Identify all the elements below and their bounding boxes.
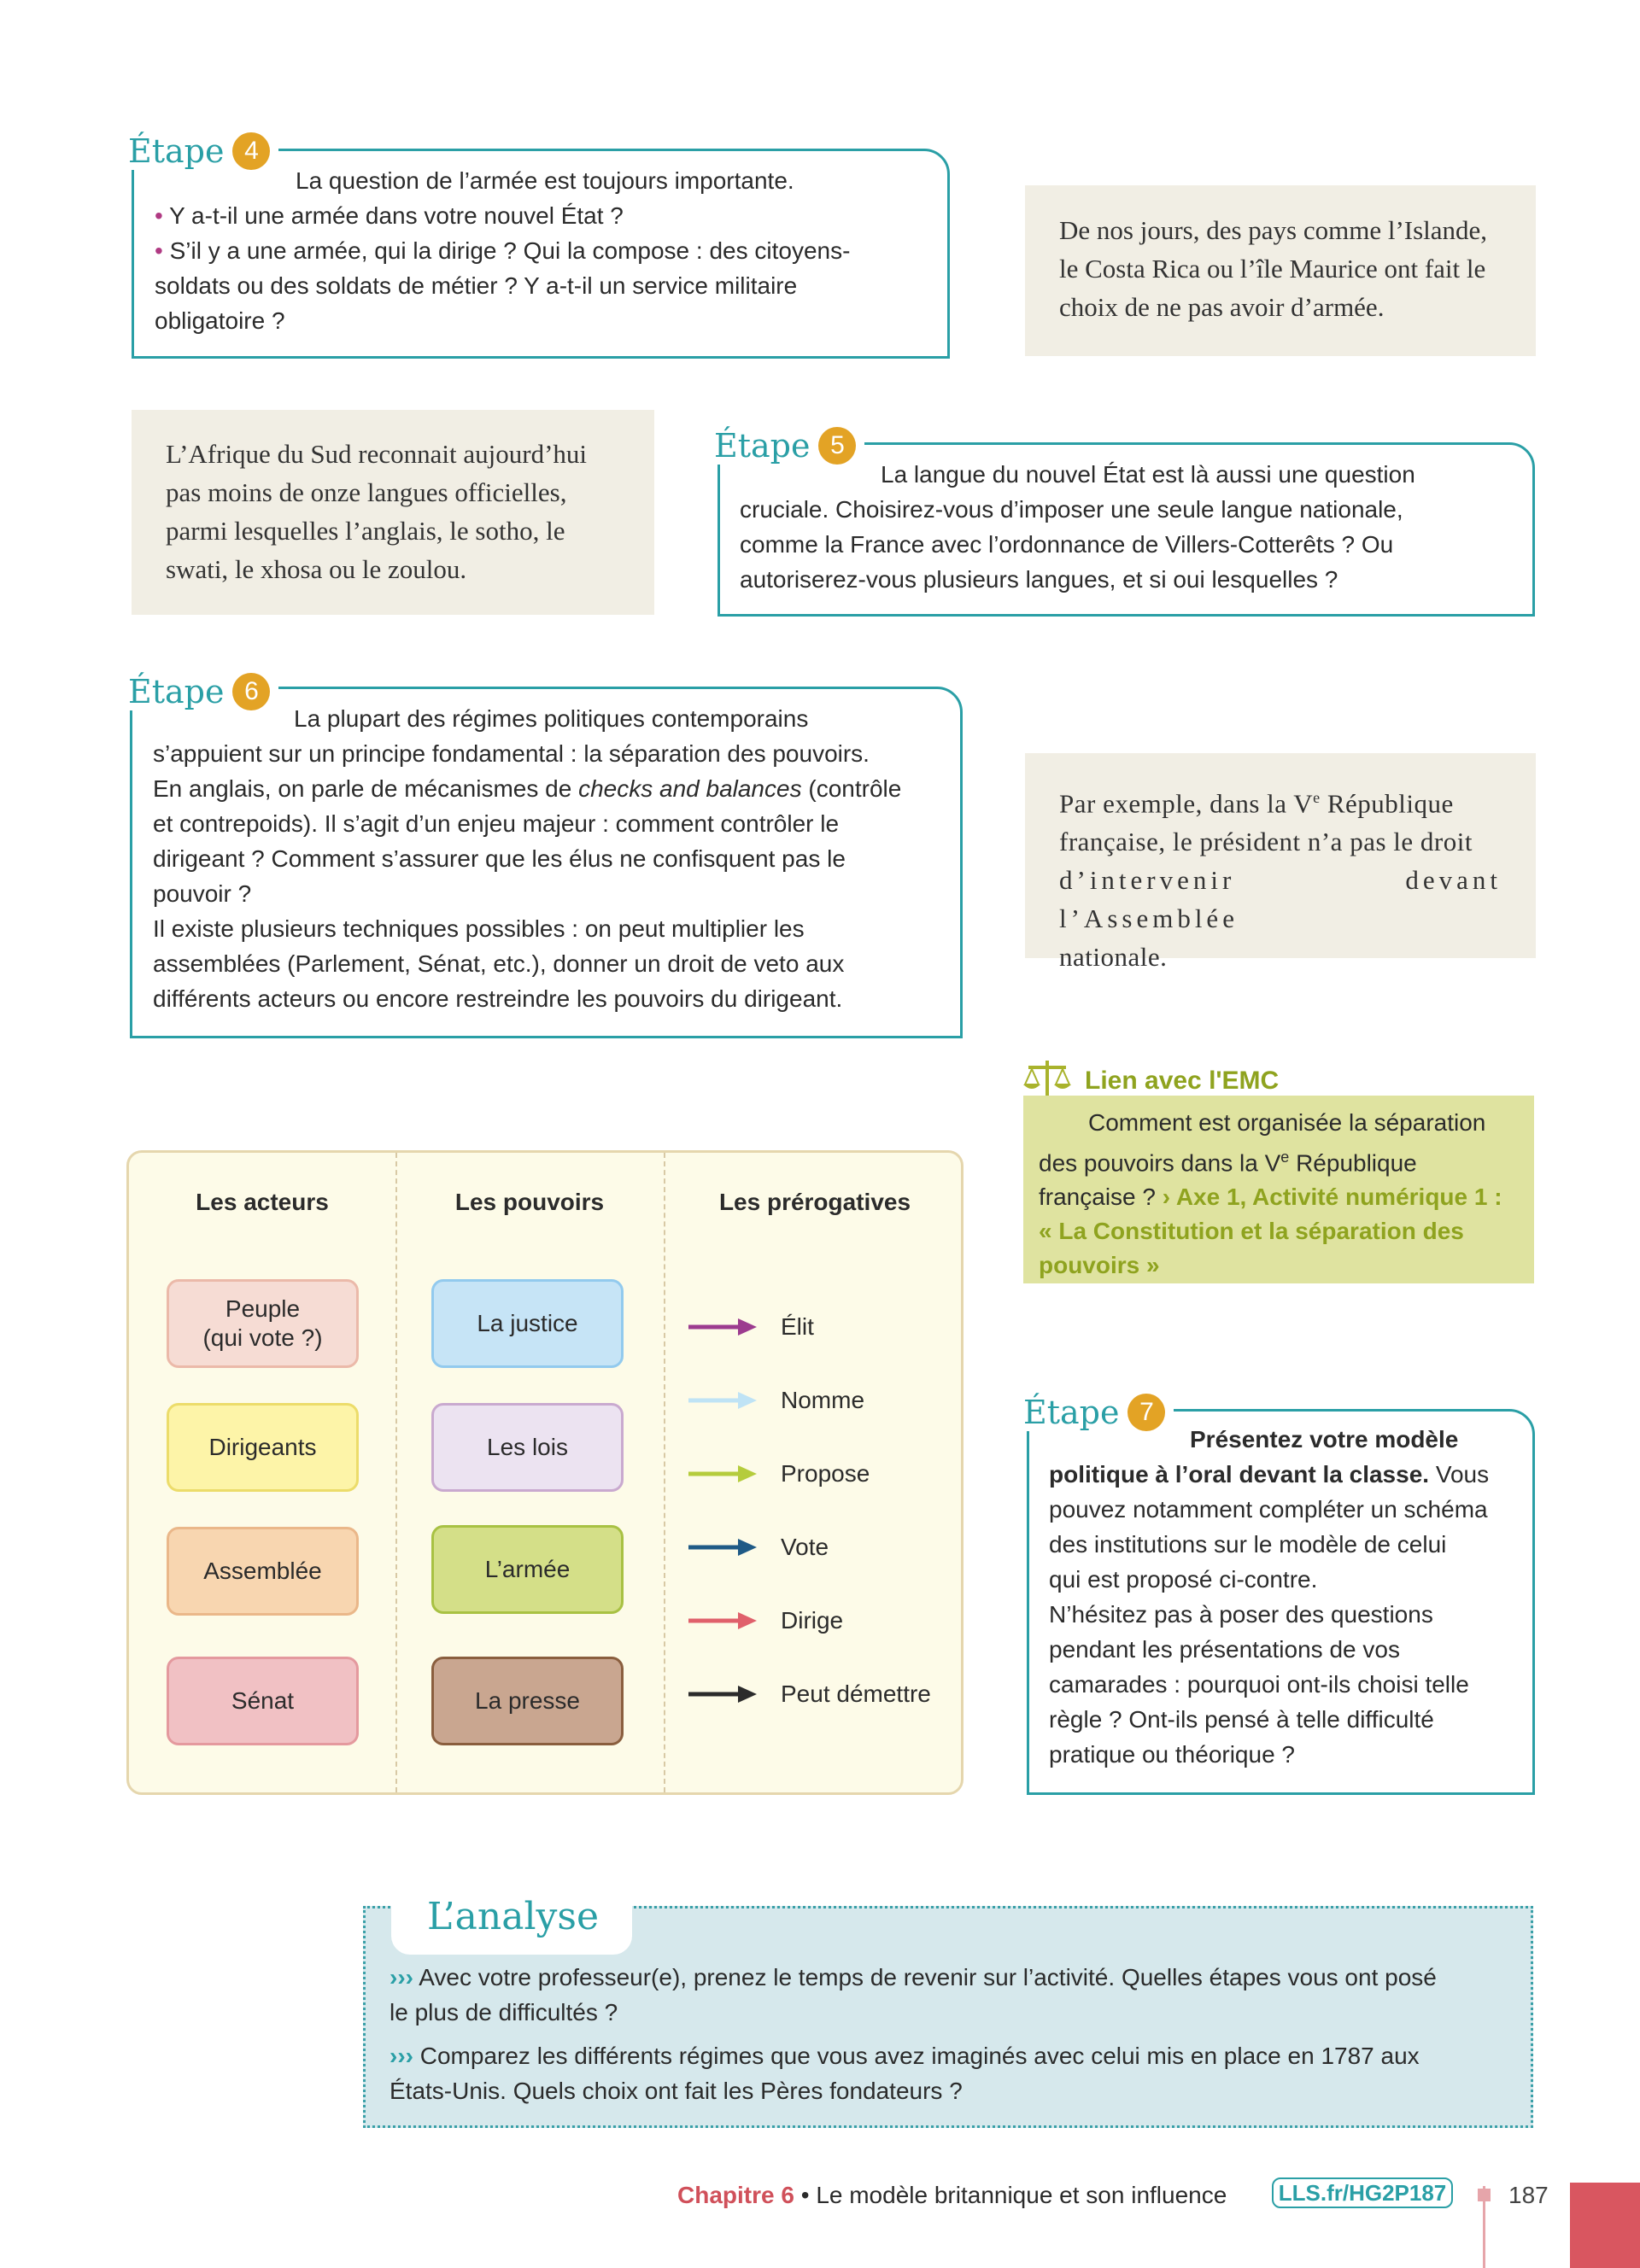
- etape7-line: règle ? Ont-ils pensé à telle difficulté: [1049, 1706, 1434, 1733]
- footer-link[interactable]: LLS.fr/HG2P187: [1272, 2177, 1453, 2208]
- page-tab: [1570, 2183, 1640, 2268]
- prerogative-label: Élit: [781, 1313, 814, 1340]
- emc-activity-link[interactable]: pouvoirs »: [1039, 1252, 1160, 1279]
- etape4-bullet: • S’il y a une armée, qui la dirige ? Qui la compose : des citoyens-: [155, 237, 851, 264]
- chevrons-icon: ›››: [390, 1964, 413, 1990]
- etape7-line: politique à l’oral devant la classe. Vous: [1049, 1461, 1490, 1488]
- etape7-line: camarades : pourquoi ont-ils choisi telle: [1049, 1671, 1469, 1698]
- column-divider: [395, 1153, 397, 1792]
- acteur-peuple[interactable]: Peuple (qui vote ?): [167, 1279, 359, 1368]
- note-line: swati, le xhosa ou le zoulou.: [166, 554, 467, 584]
- emc-title: Lien avec l'EMC: [1085, 1067, 1280, 1095]
- prerogative-label: Propose: [781, 1460, 870, 1487]
- etape7-line: qui est proposé ci-contre.: [1049, 1566, 1318, 1593]
- chevrons-icon: ›››: [390, 2043, 413, 2069]
- acteur-assemblee[interactable]: Assemblée: [167, 1527, 359, 1616]
- etape6-line: dirigeant ? Comment s’assurer que les élus ne confisquent pas le: [153, 845, 846, 872]
- etape6-line: La plupart des régimes politiques contemporains: [294, 705, 809, 732]
- etape6-line: différents acteurs ou encore restreindre les pouvoirs du dirigeant.: [153, 985, 843, 1012]
- etape-number-badge: 7: [1128, 1394, 1165, 1431]
- emc-line: Comment est organisée la séparation: [1088, 1109, 1486, 1136]
- etape6-line: assemblées (Parlement, Sénat, etc.), donner un droit de veto aux: [153, 950, 845, 977]
- note-republique: [1025, 753, 1536, 973]
- etape6-line: Il existe plusieurs techniques possibles : on peut multiplier les: [153, 915, 805, 942]
- analyse-line: États-Unis. Quels choix ont fait les Pères fondateurs ?: [390, 2078, 963, 2104]
- etape-label-text: Étape: [714, 427, 811, 465]
- column-divider: [664, 1153, 665, 1792]
- note-line: De nos jours, des pays comme l’Islande,: [1059, 215, 1488, 245]
- etape5-line: comme la France avec l’ordonnance de Villers-Cotterêts ? Ou: [740, 531, 1394, 558]
- etape6-line: pouvoir ?: [153, 880, 252, 907]
- analyse-question: ››› Avec votre professeur(e), prenez le temps de revenir sur l’activité. Quelles étapes vous ont posé: [390, 1964, 1437, 1990]
- etape4-line: La question de l’armée est toujours importante.: [296, 167, 794, 194]
- prerogative-propose: [688, 1460, 870, 1488]
- note-armee: [1025, 185, 1536, 356]
- etape7-line: N’hésitez pas à poser des questions: [1049, 1601, 1433, 1628]
- acteur-dirigeants[interactable]: Dirigeants: [167, 1403, 359, 1492]
- arrow-icon: [688, 1539, 757, 1556]
- note-line: pas moins de onze langues officielles,: [166, 477, 567, 507]
- institutions-diagram: [126, 1150, 964, 1795]
- etape6-line: et contrepoids). Il s’agit d’un enjeu majeur : comment contrôler le: [153, 810, 840, 837]
- etape-label-text: Étape: [128, 673, 225, 710]
- note-langues: [132, 410, 654, 615]
- analyse-line: le plus de difficultés ?: [390, 1999, 618, 2025]
- footer-chapter: [677, 2182, 1227, 2209]
- page-number: 187: [1508, 2182, 1549, 2208]
- prerogative-nomme: [688, 1387, 864, 1414]
- emc-line: des pouvoirs dans la Ve République: [1039, 1149, 1417, 1177]
- note-line: choix de ne pas avoir d’armée.: [1059, 292, 1385, 322]
- arrow-icon: [688, 1612, 757, 1629]
- emc-activity-link[interactable]: « La Constitution et la séparation des: [1039, 1218, 1464, 1245]
- analyse-questions: [390, 1960, 1517, 2108]
- prerogative-peut-demettre: [688, 1681, 931, 1708]
- etape4-line: soldats ou des soldats de métier ? Y a-t-il un service militaire: [155, 272, 798, 299]
- pouvoir-armee[interactable]: L’armée: [431, 1525, 624, 1614]
- pouvoir-presse[interactable]: La presse: [431, 1657, 624, 1745]
- prerogative-label: Dirige: [781, 1607, 844, 1634]
- analyse-question: ››› Comparez les différents régimes que vous avez imaginés avec celui mis en place en 1787 aux: [390, 2043, 1420, 2069]
- footer-marker-square: [1478, 2189, 1491, 2201]
- etape5-line: cruciale. Choisirez-vous d’imposer une seule langue nationale,: [740, 496, 1403, 523]
- chapter-title: Le modèle britannique et son influence: [816, 2182, 1227, 2208]
- footer-separator: •: [794, 2182, 817, 2208]
- note-line: parmi lesquelles l’anglais, le sotho, le: [166, 516, 565, 546]
- acteur-senat[interactable]: Sénat: [167, 1657, 359, 1745]
- etape-number-badge: 4: [232, 132, 270, 170]
- pouvoir-justice[interactable]: La justice: [431, 1279, 624, 1368]
- note-line: française, le président n’a pas le droit: [1059, 827, 1473, 857]
- etape7-line: Présentez votre modèle: [1190, 1426, 1459, 1453]
- etape4-line: obligatoire ?: [155, 307, 285, 334]
- emc-line: française ? › Axe 1, Activité numérique 1 :: [1039, 1184, 1502, 1211]
- etape6-line: s’appuient sur un principe fondamental : la séparation des pouvoirs.: [153, 740, 870, 767]
- prerogative-label: Vote: [781, 1534, 829, 1560]
- etape7-line: pratique ou théorique ?: [1049, 1741, 1295, 1768]
- col-title-acteurs: Les acteurs: [196, 1189, 329, 1215]
- etape7-line: des institutions sur le modèle de celui: [1049, 1531, 1447, 1558]
- etape7-line: pouvez notamment compléter un schéma: [1049, 1496, 1488, 1523]
- analyse-box: [363, 1895, 1533, 2128]
- prerogative-label: Nomme: [781, 1387, 865, 1413]
- etape4-text: [155, 163, 940, 338]
- etape5-line: La langue du nouvel État est là aussi une question: [881, 461, 1415, 488]
- etape7-line: pendant les présentations de vos: [1049, 1636, 1400, 1663]
- analyse-title: L’analyse: [427, 1895, 600, 1938]
- chapter-number: Chapitre 6: [677, 2182, 794, 2208]
- note-line: Par exemple, dans la Ve République: [1059, 788, 1454, 819]
- etape6-line: En anglais, on parle de mécanismes de checks and balances (contrôle: [153, 775, 902, 802]
- etape5-text: [740, 457, 1526, 597]
- arrow-icon: [688, 1318, 757, 1336]
- etape-number-badge: 6: [232, 673, 270, 710]
- etape-label-text: Étape: [1023, 1394, 1120, 1431]
- etape5-line: autoriserez-vous plusieurs langues, et si oui lesquelles ?: [740, 566, 1338, 593]
- col-title-pouvoirs: Les pouvoirs: [454, 1189, 605, 1215]
- etape4-bullet: • Y a-t-il une armée dans votre nouvel État ?: [155, 202, 624, 229]
- etape7-text: [1049, 1422, 1527, 1772]
- arrow-icon: [688, 1392, 757, 1409]
- note-line: d’intervenir devant l’Assemblée: [1059, 865, 1502, 934]
- etape-number-badge: 5: [818, 427, 856, 465]
- arrow-icon: [688, 1686, 757, 1703]
- prerogative-label: Peut démettre: [781, 1681, 931, 1707]
- emc-activity-link[interactable]: › Axe 1, Activité numérique 1 :: [1162, 1184, 1502, 1211]
- note-line: nationale.: [1059, 942, 1168, 973]
- etape6-text: [153, 701, 956, 1016]
- arrow-icon: [688, 1465, 757, 1482]
- prerogative-dirige: [688, 1607, 843, 1634]
- col-title-prerogatives: Les prérogatives: [718, 1189, 911, 1215]
- prerogative-vote: [688, 1534, 829, 1561]
- etape-label-text: Étape: [128, 132, 225, 170]
- emc-box: [1023, 1096, 1534, 1283]
- note-line: L’Afrique du Sud reconnait aujourd’hui: [166, 439, 588, 469]
- pouvoir-lois[interactable]: Les lois: [431, 1403, 624, 1492]
- prerogative-elit: [688, 1313, 814, 1341]
- note-line: le Costa Rica ou l’île Maurice ont fait le: [1059, 254, 1486, 284]
